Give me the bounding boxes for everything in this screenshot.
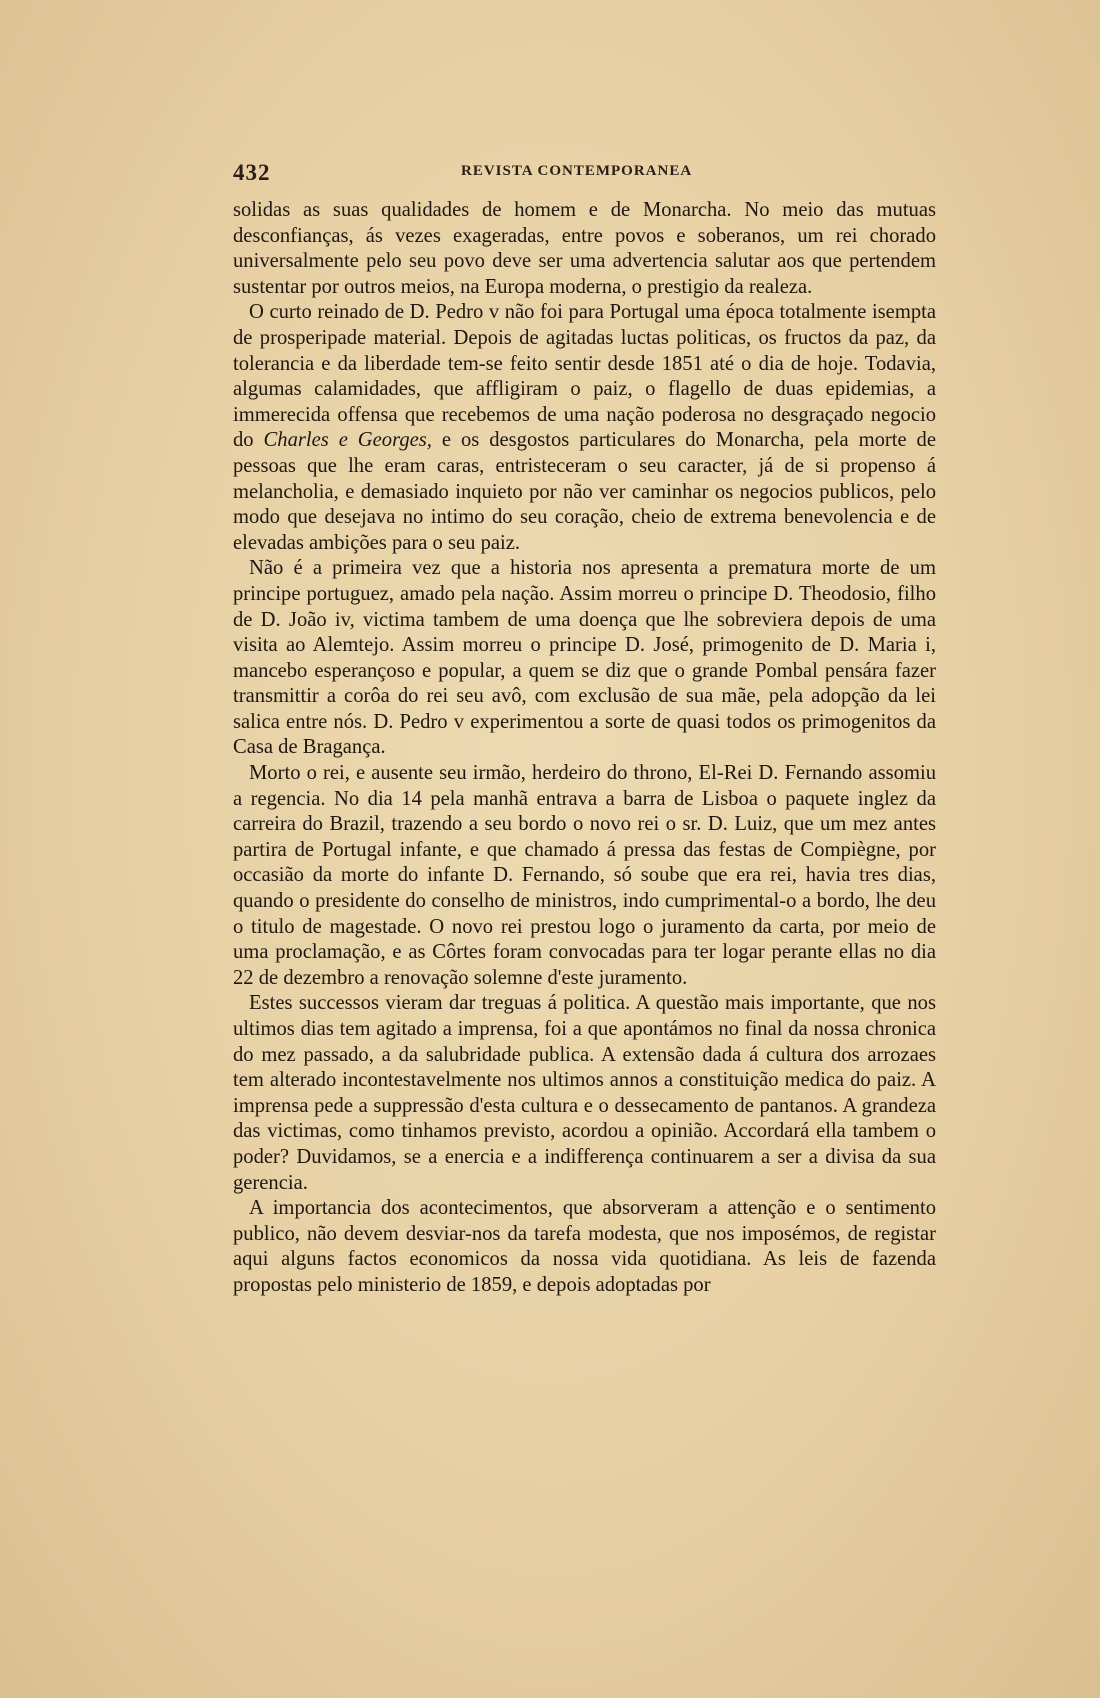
paragraph-text: e os desgostos particulares do Monarcha, pela morte de pessoas que lhe eram caras, entristeceram o seu caracter, já de si propenso á melancholia, e demasiado inquieto por não ver caminhar os negocios publicos, pelo modo que desejava no intimo do seu coração, cheio de extrema benevolencia e de elevadas ambições para o seu paiz. bbox=[233, 429, 936, 554]
paragraph bbox=[233, 556, 936, 761]
page-header bbox=[233, 160, 933, 186]
italic-title: Charles e Georges, bbox=[263, 429, 432, 452]
paragraph bbox=[233, 991, 936, 1196]
page-number: 432 bbox=[233, 160, 271, 185]
running-title: REVISTA CONTEMPORANEA bbox=[461, 163, 693, 179]
paragraph bbox=[233, 300, 936, 556]
body-text bbox=[233, 198, 936, 1299]
paragraph bbox=[233, 1196, 936, 1298]
paragraph bbox=[233, 198, 936, 300]
paragraph-text: Morto o rei, e ausente seu irmão, herdeiro do throno, El-Rei D. Fernando assomiu a regencia. No dia 14 pela manhã entrava a barra de Lisboa o paquete inglez da carreira do Brazil, trazendo a seu bordo o novo rei o sr. D. Luiz, que um mez antes partira de Portugal infante, e que chamado á pressa das festas de Compiègne, por occasião da morte do infante D. Fernando, só soube que era rei, havia tres dias, quando o presidente do conselho de ministros, indo cumprimental-o a bordo, lhe deu o titulo de magestade. O novo rei prestou logo o juramento da carta, por meio de uma proclamação, e as Côrtes foram convocadas para ter logar perante ellas no dia 22 de dezembro a renovação solemne d'este juramento. bbox=[233, 762, 936, 989]
paragraph bbox=[233, 761, 936, 991]
paragraph-text: solidas as suas qualidades de homem e de Monarcha. No meio das mutuas desconfianças, ás vezes exageradas, entre povos e soberanos, um rei chorado universalmente pelo seu povo deve ser uma advertencia salutar aos que pertendem sustentar por outros meios, na Europa moderna, o prestigio da realeza. bbox=[233, 199, 936, 298]
paragraph-text: O curto reinado de D. Pedro v não foi para Portugal uma época totalmente isempta de prosperipade material. Depois de agitadas luctas politicas, os fructos da paz, da tolerancia e da liberdade tem-se feito sentir desde 1851 até o dia de hoje. Todavia, algumas calamidades, que affligiram o paiz, o flagello de duas epidemias, a immerecida offensa que recebemos de uma nação poderosa no desgraçado negocio do bbox=[233, 301, 936, 452]
paragraph-text: Não é a primeira vez que a historia nos apresenta a prematura morte de um principe portuguez, amado pela nação. Assim morreu o principe D. Theodosio, filho de D. João iv, victima tambem de uma doença que lhe sobreviera depois de uma visita ao Alemtejo. Assim morreu o principe D. José, primogenito de D. Maria i, mancebo esperançoso e popular, a quem se diz que o grande Pombal pensára fazer transmittir a corôa do rei seu avô, com exclusão de sua mãe, pela adopção da lei salica entre nós. D. Pedro v experimentou a sorte de quasi todos os primogenitos da Casa de Bragança. bbox=[233, 557, 936, 759]
paragraph-text: Estes successos vieram dar treguas á politica. A questão mais importante, que nos ultimos dias tem agitado a imprensa, foi a que apontámos no final da nossa chronica do mez passado, a da salubridade publica. A extensão dada á cultura dos arrozaes tem alterado incontestavelmente nos ultimos annos a constituição medica do paiz. A imprensa pede a suppressão d'esta cultura e o dessecamento de pantanos. A grandeza das victimas, como tinhamos previsto, acordou a opinião. Accordará ella tambem o poder? Duvidamos, se a enercia e a indifferença continuarem a ser a divisa da sua gerencia. bbox=[233, 992, 936, 1194]
paragraph-text: A importancia dos acontecimentos, que absorveram a attenção e o sentimento publico, não devem desviar-nos da tarefa modesta, que nos imposémos, de registar aqui alguns factos economicos da nossa vida quotidiana. As leis de fazenda propostas pelo ministerio de 1859, e depois adoptadas por bbox=[233, 1197, 936, 1296]
